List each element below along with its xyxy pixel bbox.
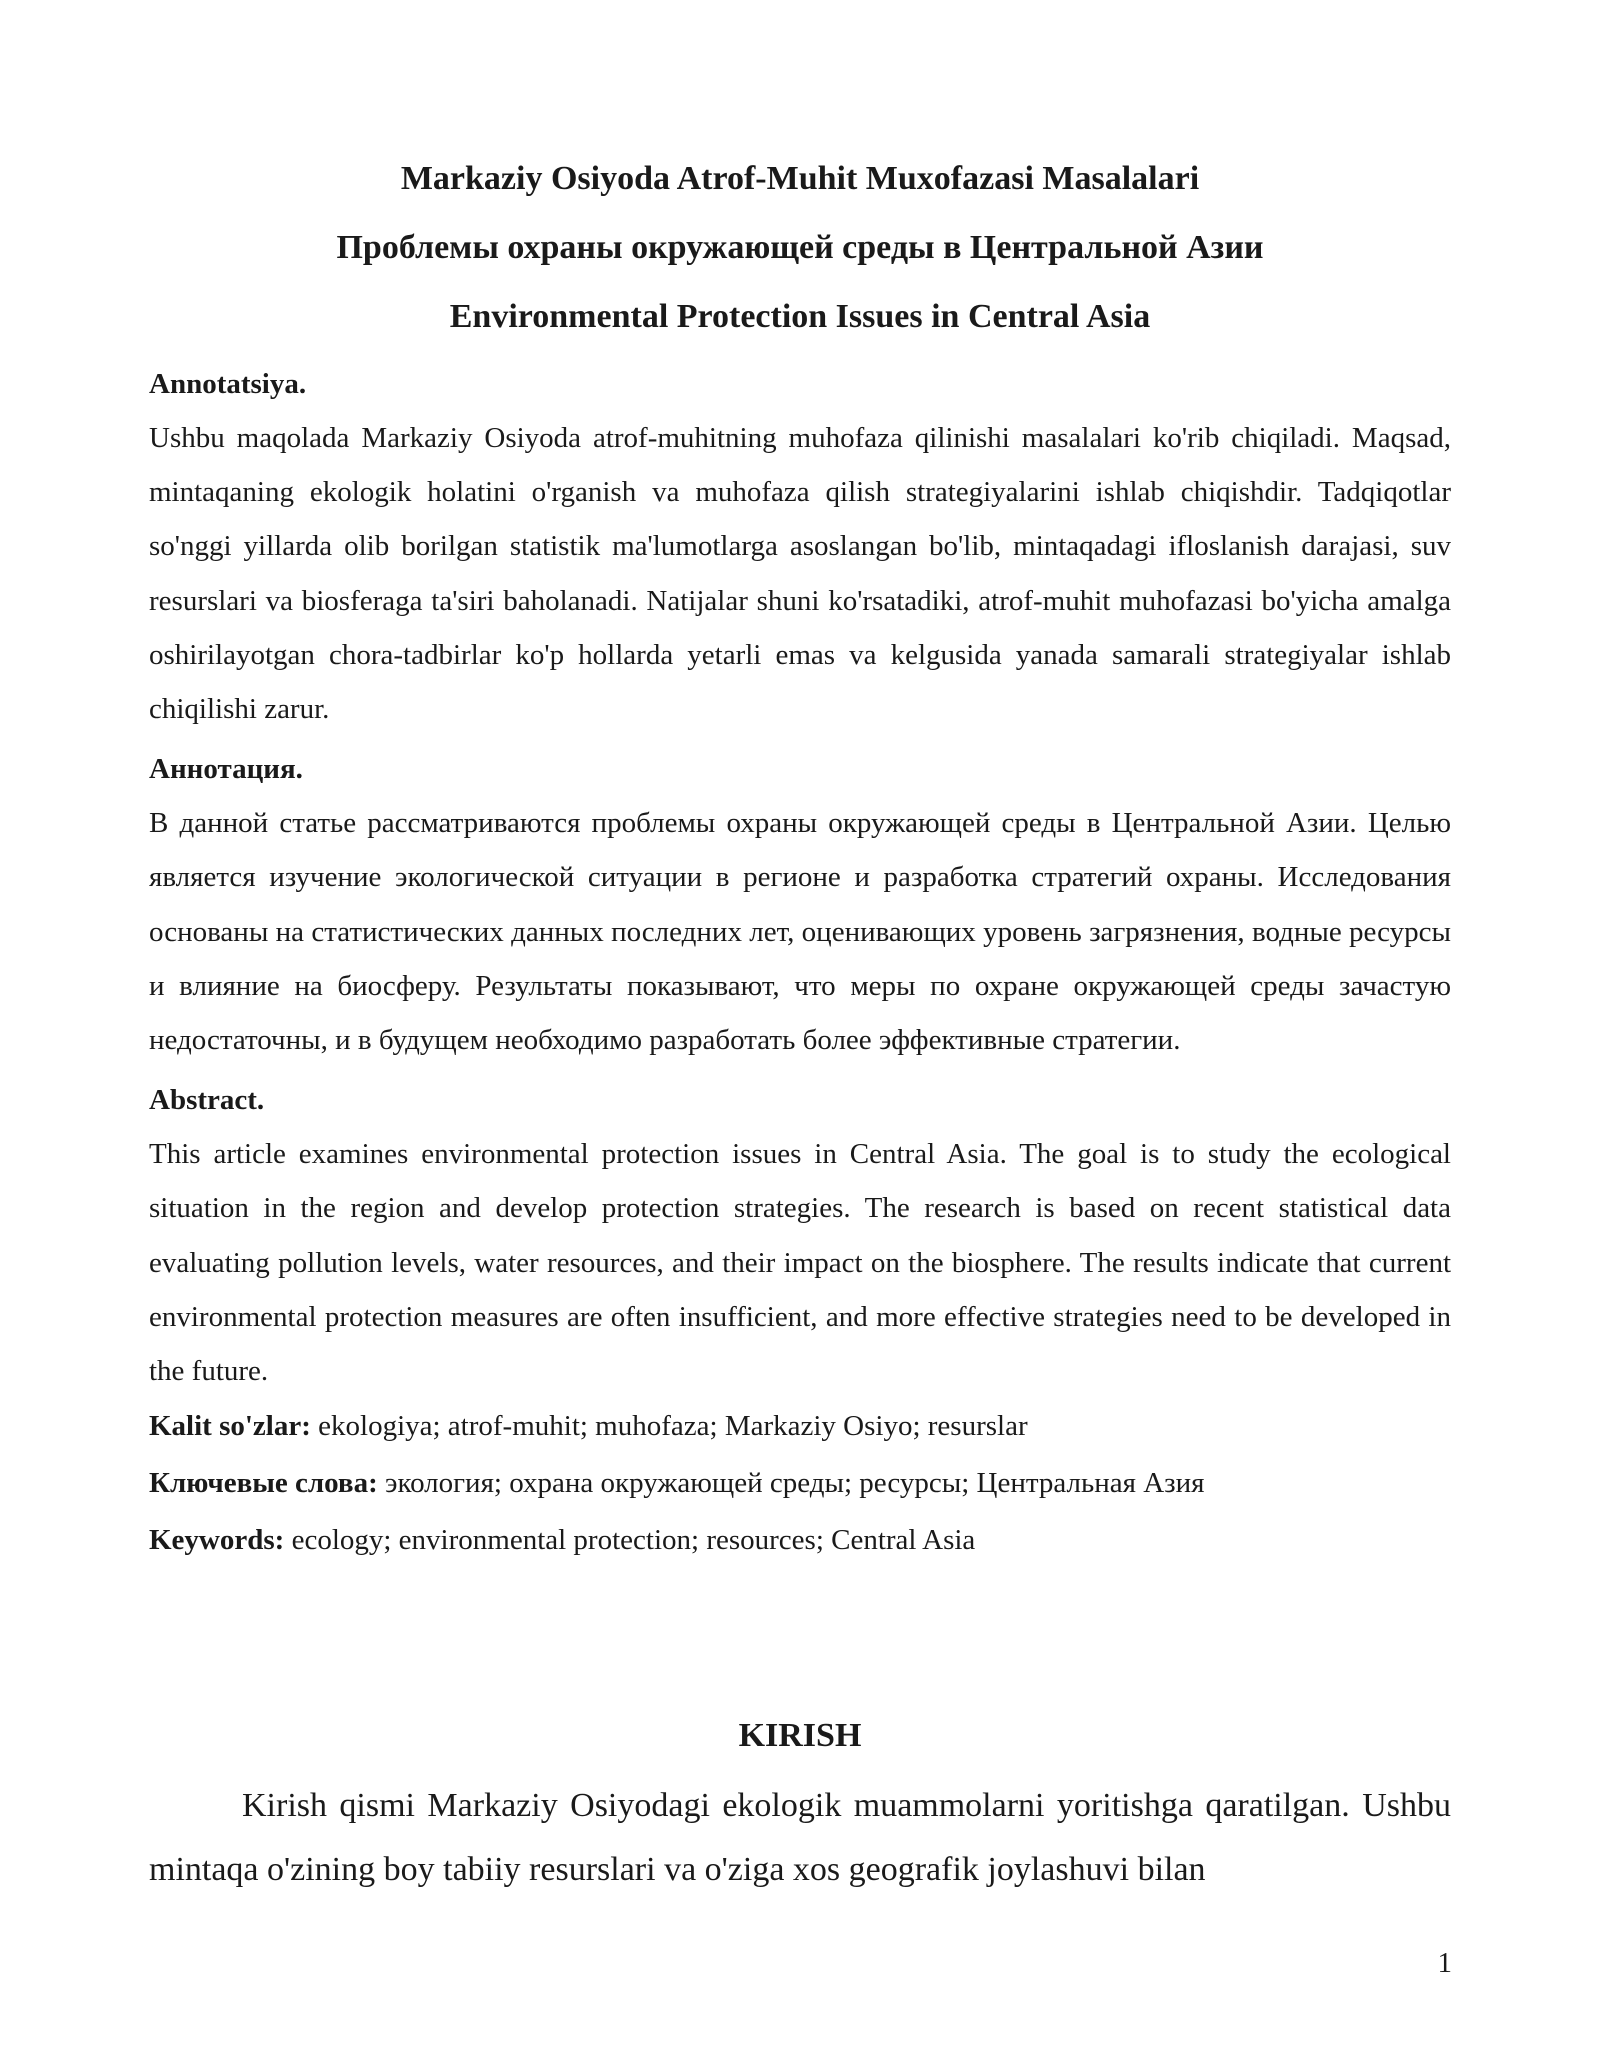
keywords-en (149, 1512, 1451, 1569)
abstract-ru-heading: Аннотация. (149, 753, 303, 786)
keywords-ru-value: экология; охрана окружающей среды; ресурсы; Центральная Азия (377, 1467, 1205, 1500)
title-english: Environmental Protection Issues in Central Asia (449, 298, 1151, 335)
title-russian: Проблемы охраны окружающей среды в Центральной Азии (336, 229, 1264, 266)
keywords-en-value: ecology; environmental protection; resources; Central Asia (284, 1524, 976, 1557)
introduction-heading: KIRISH (738, 1717, 862, 1754)
abstract-ru-text: В данной статье рассматриваются проблемы охраны окружающей среды в Центральной Азии. Целью является изучение экологической ситуации в регионе и разработка стратегий охраны. Исследования основаны на статистических данных последних лет, оценивающих уровень загрязнения, водные ресурсы и влияние на биосферу. Результаты показывают, что меры по охране окружающей среды зачастую недостаточны, и в будущем необходимо разработать более эффективные стратегии. (149, 807, 1451, 1057)
page-number: 1 (1437, 1947, 1452, 1979)
keywords-uz (149, 1398, 1451, 1455)
keywords-uz-value: ekologiya; atrof-muhit; muhofaza; Markaziy Osiyo; resurslar (310, 1410, 1028, 1443)
title-uzbek: Markaziy Osiyoda Atrof-Muhit Muxofazasi Masalalari (400, 160, 1200, 197)
keywords-uz-label: Kalit so'zlar: (149, 1410, 311, 1443)
keywords-en-label: Keywords: (149, 1524, 285, 1557)
keywords-ru (149, 1455, 1451, 1512)
front-matter (149, 144, 1451, 1569)
abstract-uz-text: Ushbu maqolada Markaziy Osiyoda atrof-muhitning muhofaza qilinishi masalalari ko'rib chiqiladi. Maqsad, mintaqaning ekologik holatini o'rganish va muhofaza qilish strategiyalarini ishlab chiqishdir. Tadqiqotlar so'nggi yillarda olib borilgan statistik ma'lumotlarga asoslangan bo'lib, mintaqadagi ifloslanish darajasi, suv resurslari va biosferaga ta'siri baholanadi. Natijalar shuni ko'rsatadiki, atrof-muhit muhofazasi bo'yicha amalga oshirilayotgan chora-tadbirlar ko'p hollarda yetarli emas va kelgusida yanada samarali strategiyalar ishlab chiqilishi zarur. (149, 422, 1451, 726)
introduction-text: Kirish qismi Markaziy Osiyodagi ekologik muammolarni yoritishga qaratilgan. Ushbu mintaqa o'zining boy tabiiy resurslari va o'ziga xos geografik joylashuvi bilan (149, 1787, 1451, 1888)
abstract-uz-heading: Annotatsiya. (149, 368, 307, 400)
abstract-en-text: This article examines environmental protection issues in Central Asia. The goal is to study the ecological situation in the region and develop protection strategies. The research is based on recent statistical data evaluating pollution levels, water resources, and their impact on the biosphere. The results indicate that current environmental protection measures are often insufficient, and more effective strategies need to be developed in the future. (149, 1138, 1451, 1388)
abstract-en-heading: Abstract. (149, 1084, 265, 1117)
keywords-ru-label: Ключевые слова: (149, 1467, 378, 1500)
